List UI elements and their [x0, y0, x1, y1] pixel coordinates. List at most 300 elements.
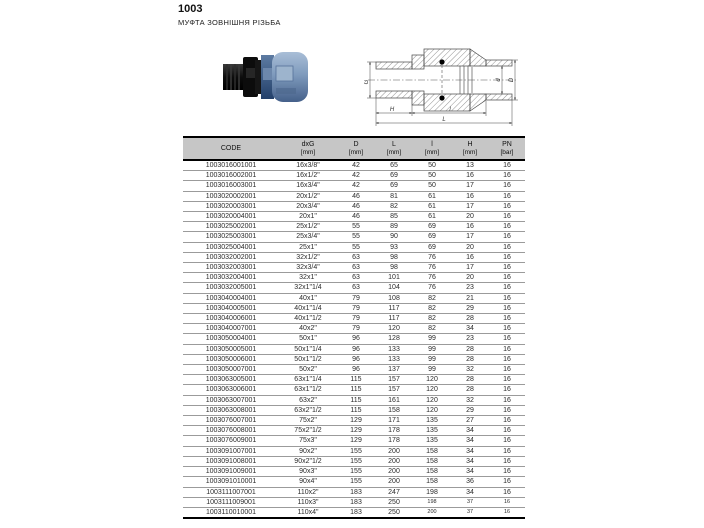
cell-dxg: 50x1"	[279, 334, 337, 344]
cell-li: 50	[413, 181, 451, 191]
cell-l: 69	[375, 181, 413, 191]
cell-h: 20	[451, 242, 489, 252]
cell-code: 1003025002001	[183, 222, 279, 232]
cell-code: 1003040006001	[183, 314, 279, 324]
cell-dxg: 50x2"	[279, 365, 337, 375]
oring-bottom	[439, 95, 444, 100]
cell-h: 17	[451, 232, 489, 242]
cell-h: 32	[451, 395, 489, 405]
cell-h: 28	[451, 385, 489, 395]
table-row	[183, 385, 525, 395]
cell-l: 200	[375, 477, 413, 487]
cell-h: 36	[451, 477, 489, 487]
cell-d: 115	[337, 405, 375, 415]
cell-dxg: 75x3"	[279, 436, 337, 446]
cell-l: 250	[375, 497, 413, 507]
cell-li: 50	[413, 171, 451, 181]
cell-dxg: 50x1"1/2	[279, 354, 337, 364]
cell-pn: 16	[489, 283, 525, 293]
cell-h: 27	[451, 416, 489, 426]
cell-l: 98	[375, 263, 413, 273]
cell-dxg: 110x3"	[279, 497, 337, 507]
cell-l: 133	[375, 344, 413, 354]
cell-li: 120	[413, 375, 451, 385]
cell-dxg: 40x1"1/2	[279, 314, 337, 324]
cell-h: 34	[451, 436, 489, 446]
dim-label-d-big: D	[509, 77, 515, 83]
cell-l: 101	[375, 273, 413, 283]
cell-h: 37	[451, 507, 489, 518]
cell-pn: 16	[489, 487, 525, 497]
cell-h: 37	[451, 497, 489, 507]
dim-label-h: H	[389, 107, 395, 113]
table-row	[183, 324, 525, 334]
cell-pn: 16	[489, 467, 525, 477]
cell-l: 128	[375, 334, 413, 344]
column-header-h: H [mm]	[451, 137, 489, 160]
cell-code: 1003040004001	[183, 293, 279, 303]
table-row	[183, 283, 525, 293]
cell-li: 69	[413, 242, 451, 252]
table-row	[183, 497, 525, 507]
cell-d: 55	[337, 222, 375, 232]
cell-d: 55	[337, 232, 375, 242]
cell-h: 32	[451, 365, 489, 375]
spec-table	[183, 136, 525, 519]
cell-dxg: 40x2"	[279, 324, 337, 334]
cell-li: 200	[413, 507, 451, 518]
cell-dxg: 20x1/2"	[279, 191, 337, 201]
cell-l: 178	[375, 426, 413, 436]
section-drawing-image	[364, 34, 522, 134]
cell-pn: 16	[489, 507, 525, 518]
product-photo	[222, 44, 310, 110]
cell-dxg: 16x3/4"	[279, 181, 337, 191]
cell-h: 20	[451, 273, 489, 283]
cell-d: 42	[352, 162, 360, 169]
cell-code: 1003063006001	[183, 385, 279, 395]
cell-code: 1003063007001	[183, 395, 279, 405]
dim-label-l-small: l	[449, 107, 451, 113]
cell-l: 157	[375, 375, 413, 385]
cell-dxg: 16x1/2"	[279, 171, 337, 181]
cell-l: 133	[375, 354, 413, 364]
cell-pn: 16	[489, 497, 525, 507]
cell-pn: 16	[489, 252, 525, 262]
table-header-row	[183, 137, 525, 160]
cell-dxg: 32x1/2"	[279, 252, 337, 262]
table-row	[183, 252, 525, 262]
column-header-dxg: dxG [mm]	[279, 137, 337, 160]
cell-code: 1003076008001	[183, 426, 279, 436]
cell-li: 61	[413, 212, 451, 222]
cell-h: 34	[451, 426, 489, 436]
cell-l: 82	[375, 201, 413, 211]
cell-d: 79	[337, 293, 375, 303]
cell-dxg: 16x3/8"	[296, 162, 320, 169]
cell-l: 200	[375, 456, 413, 466]
cell-code: 1003032004001	[183, 273, 279, 283]
table-row	[183, 456, 525, 466]
cell-h: 17	[451, 201, 489, 211]
cell-d: 129	[337, 426, 375, 436]
cell-li: 198	[413, 487, 451, 497]
cell-dxg: 90x2"	[279, 446, 337, 456]
cell-pn: 16	[489, 191, 525, 201]
cell-li: 135	[413, 436, 451, 446]
column-header-l: L [mm]	[375, 137, 413, 160]
cell-pn: 16	[489, 314, 525, 324]
cell-dxg: 63x1"1/2	[279, 385, 337, 395]
cell-pn: 16	[489, 416, 525, 426]
cell-pn: 16	[489, 263, 525, 273]
cell-li: 135	[413, 426, 451, 436]
cell-h: 34	[451, 467, 489, 477]
cell-li: 82	[413, 293, 451, 303]
technical-drawing	[364, 34, 522, 134]
cell-l: 120	[375, 324, 413, 334]
cell-d: 183	[337, 497, 375, 507]
cell-code: 1003040007001	[183, 324, 279, 334]
cell-h: 29	[451, 303, 489, 313]
table-row	[183, 426, 525, 436]
cell-li: 198	[413, 497, 451, 507]
cell-dxg: 40x1"1/4	[279, 303, 337, 313]
cell-d: 63	[337, 273, 375, 283]
cell-l: 90	[375, 232, 413, 242]
cell-li: 50	[428, 162, 436, 169]
cell-pn: 16	[489, 354, 525, 364]
cell-dxg: 25x3/4"	[279, 232, 337, 242]
cell-dxg: 75x2"	[279, 416, 337, 426]
cell-code: 1003091008001	[183, 456, 279, 466]
cell-d: 155	[337, 456, 375, 466]
cell-d: 115	[337, 375, 375, 385]
cell-h: 28	[451, 375, 489, 385]
table-row	[183, 365, 525, 375]
cell-code: 1003040005001	[183, 303, 279, 313]
cell-li: 120	[413, 405, 451, 415]
cell-d: 183	[337, 507, 375, 518]
cell-d: 129	[337, 416, 375, 426]
cell-pn: 16	[489, 303, 525, 313]
cell-d: 46	[337, 201, 375, 211]
cell-h: 29	[451, 405, 489, 415]
cell-h: 28	[451, 314, 489, 324]
cell-l: 81	[375, 191, 413, 201]
cell-d: 155	[337, 446, 375, 456]
table-row	[183, 263, 525, 273]
table-row	[183, 232, 525, 242]
table-row	[183, 334, 525, 344]
table-row	[183, 467, 525, 477]
table-row	[183, 212, 525, 222]
cell-code: 1003020004001	[183, 212, 279, 222]
cell-dxg: 32x3/4"	[279, 263, 337, 273]
cell-d: 55	[337, 242, 375, 252]
cell-li: 99	[413, 334, 451, 344]
cell-l: 171	[375, 416, 413, 426]
cell-pn: 16	[489, 324, 525, 334]
table-row	[183, 171, 525, 181]
cell-dxg: 32x1"	[279, 273, 337, 283]
column-header-d: D [mm]	[337, 137, 375, 160]
cell-dxg: 25x1"	[279, 242, 337, 252]
cell-d: 183	[337, 487, 375, 497]
cell-code: 1003025004001	[183, 242, 279, 252]
cell-li: 76	[413, 252, 451, 262]
table-row	[183, 160, 525, 171]
cell-dxg: 110x4"	[279, 507, 337, 518]
cell-li: 120	[413, 385, 451, 395]
cell-li: 158	[413, 446, 451, 456]
table-row	[183, 507, 525, 518]
table-body	[183, 160, 525, 518]
cell-h: 17	[451, 181, 489, 191]
cell-code: 1003020002001	[183, 191, 279, 201]
cell-code: 1003111009001	[183, 497, 279, 507]
column-header-li: l [mm]	[413, 137, 451, 160]
cell-l: 104	[375, 283, 413, 293]
column-header-pn: PN [bar]	[489, 137, 525, 160]
cell-l: 158	[375, 405, 413, 415]
page-title: МУФТА ЗОВНІШНЯ РІЗЬБА	[178, 18, 281, 27]
cell-li: 69	[413, 232, 451, 242]
cell-l: 117	[375, 303, 413, 313]
cell-pn: 16	[489, 273, 525, 283]
cell-dxg: 90x2"1/2	[279, 456, 337, 466]
cell-l: 89	[375, 222, 413, 232]
cell-l: 137	[375, 365, 413, 375]
cell-d: 42	[337, 181, 375, 191]
cell-dxg: 20x3/4"	[279, 201, 337, 211]
table-row	[183, 181, 525, 191]
cell-d: 42	[337, 171, 375, 181]
cell-li: 82	[413, 314, 451, 324]
cell-li: 135	[413, 416, 451, 426]
table-row	[183, 191, 525, 201]
cell-d: 46	[337, 191, 375, 201]
cell-pn: 16	[489, 446, 525, 456]
fitting-photo-image	[222, 44, 310, 110]
cell-code: 1003016003001	[183, 181, 279, 191]
cell-pn: 16	[489, 242, 525, 252]
cell-pn: 16	[489, 456, 525, 466]
cell-pn: 16	[503, 162, 511, 169]
cell-pn: 16	[489, 293, 525, 303]
cell-l: 93	[375, 242, 413, 252]
table-row	[183, 344, 525, 354]
cell-dxg: 75x2"1/2	[279, 426, 337, 436]
cell-pn: 16	[489, 334, 525, 344]
cell-dxg: 63x2"1/2	[279, 405, 337, 415]
table-row	[183, 314, 525, 324]
cell-code: 1003020003001	[183, 201, 279, 211]
cell-pn: 16	[489, 201, 525, 211]
cell-pn: 16	[489, 212, 525, 222]
cell-code: 1003025003001	[183, 232, 279, 242]
cell-l: 157	[375, 385, 413, 395]
cell-pn: 16	[489, 232, 525, 242]
cell-pn: 16	[489, 395, 525, 405]
cell-h: 23	[451, 334, 489, 344]
table-row	[183, 395, 525, 405]
cell-pn: 16	[489, 365, 525, 375]
cell-h: 28	[451, 354, 489, 364]
cell-pn: 16	[489, 181, 525, 191]
cell-pn: 16	[489, 436, 525, 446]
dim-label-d-small: d	[496, 78, 502, 82]
cell-l: 161	[375, 395, 413, 405]
product-code: 1003	[178, 3, 203, 15]
table-row	[183, 354, 525, 364]
cell-li: 99	[413, 365, 451, 375]
cell-li: 61	[413, 201, 451, 211]
cell-dxg: 20x1"	[279, 212, 337, 222]
cell-h: 34	[451, 324, 489, 334]
cell-d: 96	[337, 344, 375, 354]
cell-pn: 16	[489, 344, 525, 354]
table-row	[183, 446, 525, 456]
cell-li: 158	[413, 467, 451, 477]
cell-d: 63	[337, 252, 375, 262]
cell-code: 1003032005001	[183, 283, 279, 293]
cell-pn: 16	[489, 385, 525, 395]
oring-top	[439, 59, 444, 64]
table-row	[183, 242, 525, 252]
cell-d: 63	[337, 263, 375, 273]
cell-h: 34	[451, 487, 489, 497]
cell-code: 1003050007001	[183, 365, 279, 375]
cell-li: 61	[413, 191, 451, 201]
cell-dxg: 40x1"	[279, 293, 337, 303]
dim-label-l-big: L	[442, 117, 446, 123]
cell-d: 129	[337, 436, 375, 446]
cell-d: 115	[337, 385, 375, 395]
cell-d: 155	[337, 467, 375, 477]
cell-li: 120	[413, 395, 451, 405]
cell-h: 13	[466, 162, 474, 169]
cell-l: 85	[375, 212, 413, 222]
cell-li: 99	[413, 344, 451, 354]
cell-code: 1003091010001	[183, 477, 279, 487]
cell-h: 34	[451, 456, 489, 466]
cell-code: 1003050005001	[183, 344, 279, 354]
table-row	[183, 416, 525, 426]
table-row	[183, 303, 525, 313]
cell-l: 108	[375, 293, 413, 303]
cell-h: 16	[451, 191, 489, 201]
table-row	[183, 405, 525, 415]
cell-dxg: 63x1"1/4	[279, 375, 337, 385]
cell-code: 1003063008001	[183, 405, 279, 415]
cell-dxg: 25x1/2"	[279, 222, 337, 232]
cell-pn: 16	[489, 477, 525, 487]
cell-code: 1003032003001	[183, 263, 279, 273]
cell-li: 76	[413, 273, 451, 283]
cell-li: 158	[413, 456, 451, 466]
cell-code: 1003063005001	[183, 375, 279, 385]
column-header-code: CODE	[183, 137, 279, 160]
table-row	[183, 375, 525, 385]
cell-code: 1003016002001	[183, 171, 279, 181]
cell-d: 115	[337, 395, 375, 405]
table-row	[183, 436, 525, 446]
cell-d: 96	[337, 365, 375, 375]
cell-code: 1003050004001	[183, 334, 279, 344]
cell-d: 79	[337, 314, 375, 324]
cell-code: 1003091007001	[183, 446, 279, 456]
cell-h: 16	[451, 252, 489, 262]
cell-li: 82	[413, 303, 451, 313]
cell-l: 247	[375, 487, 413, 497]
table-row	[183, 293, 525, 303]
cell-d: 96	[337, 354, 375, 364]
cell-l: 200	[375, 446, 413, 456]
cell-l: 98	[375, 252, 413, 262]
cell-dxg: 90x4"	[279, 477, 337, 487]
cell-d: 46	[337, 212, 375, 222]
cell-li: 69	[413, 222, 451, 232]
cell-li: 76	[413, 263, 451, 273]
cell-h: 34	[451, 446, 489, 456]
cell-dxg: 32x1"1/4	[279, 283, 337, 293]
cell-h: 16	[451, 222, 489, 232]
cell-d: 79	[337, 324, 375, 334]
cell-h: 17	[451, 263, 489, 273]
dim-label-g: G	[364, 79, 370, 85]
cell-h: 16	[451, 171, 489, 181]
cell-li: 99	[413, 354, 451, 364]
cell-dxg: 63x2"	[279, 395, 337, 405]
cell-code: 1003076007001	[183, 416, 279, 426]
cell-pn: 16	[489, 426, 525, 436]
cell-l: 200	[375, 467, 413, 477]
cell-l: 117	[375, 314, 413, 324]
table-row	[183, 273, 525, 283]
cell-l: 69	[375, 171, 413, 181]
cell-l: 178	[375, 436, 413, 446]
cell-code: 1003110010001	[183, 507, 279, 518]
table-row	[183, 222, 525, 232]
table-row	[183, 477, 525, 487]
cell-dxg: 110x2"	[279, 487, 337, 497]
cell-pn: 16	[489, 375, 525, 385]
cell-d: 155	[337, 477, 375, 487]
cell-d: 63	[337, 283, 375, 293]
cell-l: 65	[390, 162, 398, 169]
cell-dxg: 50x1"1/4	[279, 344, 337, 354]
cell-l: 250	[375, 507, 413, 518]
cell-pn: 16	[489, 171, 525, 181]
cell-h: 28	[451, 344, 489, 354]
cell-h: 20	[451, 212, 489, 222]
cell-code: 1003091009001	[183, 467, 279, 477]
table-row	[183, 201, 525, 211]
cell-pn: 16	[489, 222, 525, 232]
cell-h: 23	[451, 283, 489, 293]
cell-dxg: 90x3"	[279, 467, 337, 477]
cell-li: 158	[413, 477, 451, 487]
cell-d: 96	[337, 334, 375, 344]
cell-d: 79	[337, 303, 375, 313]
cell-code: 1003032002001	[183, 252, 279, 262]
cell-pn: 16	[489, 405, 525, 415]
cell-code: 1003111007001	[183, 487, 279, 497]
cell-code: 1003050006001	[183, 354, 279, 364]
table-row	[183, 487, 525, 497]
cell-h: 21	[451, 293, 489, 303]
